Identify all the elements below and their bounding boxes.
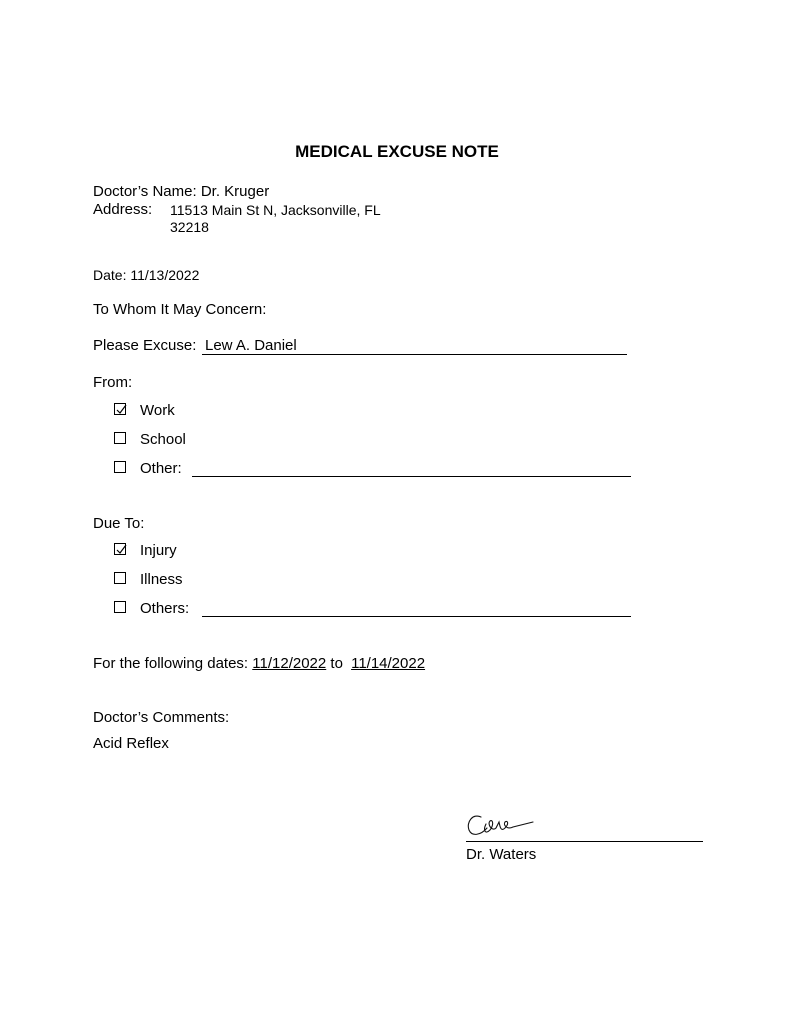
due-others-checkbox[interactable] — [114, 601, 126, 613]
from-label: From: — [93, 374, 133, 391]
excuse-field[interactable] — [202, 337, 627, 355]
due-illness-label: Illness — [140, 571, 183, 588]
due-injury-checkbox[interactable] — [114, 543, 126, 555]
signature-scribble — [463, 808, 543, 842]
from-work-checkbox[interactable] — [114, 403, 126, 415]
from-other-checkbox[interactable] — [114, 461, 126, 473]
signer-name: Dr. Waters — [466, 846, 537, 863]
from-school-checkbox[interactable] — [114, 432, 126, 444]
from-school-label: School — [140, 431, 186, 448]
salutation: To Whom It May Concern: — [93, 301, 267, 318]
end-date[interactable]: 11/14/2022 — [351, 655, 426, 672]
from-work-label: Work — [140, 402, 175, 419]
doctor-name-label: Doctor’s Name: — [93, 183, 197, 200]
due-to-label: Due To: — [93, 515, 145, 532]
signature-line — [466, 841, 703, 842]
checkmark-icon — [115, 404, 127, 416]
dates-label: For the following dates: — [93, 655, 249, 672]
note-date: Date: 11/13/2022 — [93, 267, 200, 283]
address-line-1: 11513 Main St N, Jacksonville, FL — [170, 202, 381, 218]
excuse-value: Lew A. Daniel — [205, 337, 297, 354]
dates-row — [93, 655, 425, 673]
from-other-label: Other: — [140, 460, 182, 477]
comments-text: Acid Reflex — [93, 735, 169, 752]
comments-label: Doctor’s Comments: — [93, 709, 230, 726]
dates-connector: to — [330, 655, 343, 672]
address-label: Address: — [93, 201, 153, 218]
from-other-field[interactable] — [192, 461, 631, 477]
excuse-label: Please Excuse: — [93, 337, 197, 354]
checkmark-icon — [115, 544, 127, 556]
start-date[interactable]: 11/12/2022 — [252, 655, 327, 672]
due-injury-label: Injury — [140, 542, 177, 559]
address-line-2: 32218 — [170, 219, 209, 235]
document-title: MEDICAL EXCUSE NOTE — [295, 142, 499, 161]
due-illness-checkbox[interactable] — [114, 572, 126, 584]
doctor-name-row — [93, 183, 269, 201]
due-others-field[interactable] — [202, 601, 631, 617]
doctor-name-value: Dr. Kruger — [200, 183, 270, 200]
due-others-label: Others: — [140, 600, 190, 617]
